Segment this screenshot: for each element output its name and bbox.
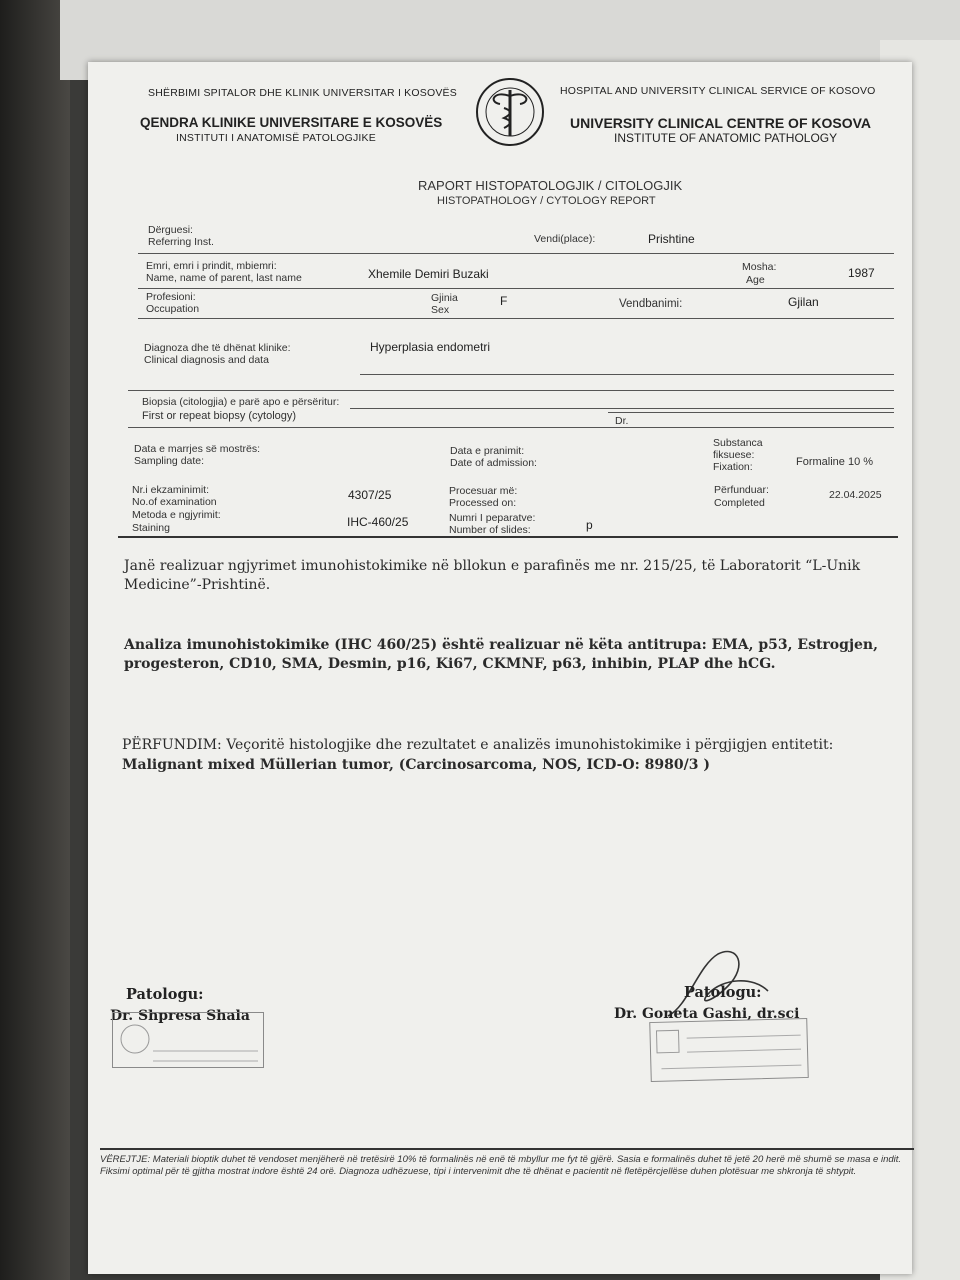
age-label: Mosha: xyxy=(742,261,777,273)
row-divider xyxy=(138,253,894,254)
left-pathologist-name: Dr. Shpresa Shala xyxy=(110,1008,250,1024)
header-right-centre: UNIVERSITY CLINICAL CENTRE OF KOSOVA xyxy=(570,115,872,131)
header-left-service: SHËRBIMI SPITALOR DHE KLINIK UNIVERSITAR I KOSOVËS xyxy=(148,87,457,99)
admission-label: Data e pranimit: xyxy=(450,445,525,457)
diagnosis-label: Diagnoza dhe të dhënat klinike: xyxy=(144,342,291,354)
row-divider xyxy=(138,318,894,319)
name-label-en: Name, name of parent, last name xyxy=(146,272,302,284)
doctor-label: Dr. xyxy=(615,415,629,427)
slides-label: Numri I peparatve: xyxy=(449,512,536,524)
report-paper xyxy=(88,62,912,1274)
hospital-logo-icon xyxy=(474,76,546,148)
place-value: Prishtine xyxy=(648,232,695,246)
exam-label: Nr.i ekzaminimit: xyxy=(132,484,210,496)
occupation-label: Profesioni: xyxy=(146,291,196,303)
row-divider xyxy=(128,390,894,391)
paragraph-blocks: Janë realizuar ngjyrimet imunohistokimike në bllokun e parafinës me nr. 215/25, të Laboratorit “L-Unik Medicine”-Prishtinë. xyxy=(124,558,861,593)
biopsy-label: Biopsia (citologjia) e parë apo e përsëritur: xyxy=(142,396,340,408)
row-divider xyxy=(138,288,894,289)
fixation-value: Formaline 10 % xyxy=(796,456,874,468)
diagnosis-value: Hyperplasia endometri xyxy=(370,340,491,354)
slides-value: p xyxy=(586,518,593,532)
residence-value: Gjilan xyxy=(788,295,819,309)
completed-label: Përfunduar: xyxy=(714,484,769,496)
right-pathologist-title: Patologu: xyxy=(684,984,762,1001)
left-stamp-icon xyxy=(112,1012,264,1068)
right-pathologist-name: Dr. Goneta Gashi, dr.sci xyxy=(614,1006,800,1022)
header-left-institute: INSTITUTI I ANATOMISË PATOLOGJIKE xyxy=(176,132,376,144)
residence-label: Vendbanimi: xyxy=(619,298,683,310)
right-stamp-icon xyxy=(649,1018,809,1082)
sampling-label-en: Sampling date: xyxy=(134,455,205,467)
occupation-label-en: Occupation xyxy=(146,303,200,315)
conclusion-intro: PËRFUNDIM: Veçoritë histologjike dhe rezultatet e analizës imunohistokimike i përgjigjen entitetit: xyxy=(122,737,834,753)
report-subtitle: HISTOPATHOLOGY / CYTOLOGY REPORT xyxy=(437,195,656,207)
left-pathologist-title: Patologu: xyxy=(126,986,204,1003)
paragraph-ihc: Analiza imunohistokimike (IHC 460/25) është realizuar në këta antitrupa: EMA, p53, Estrogjen, progesteron, CD10, SMA, Desmin, p16, Ki67, CKMNF, p63, inhibin, PLAP dhe hCG. xyxy=(124,637,878,672)
age-label-en: Age xyxy=(746,274,765,286)
header-left-centre: QENDRA KLINIKE UNIVERSITARE E KOSOVËS xyxy=(140,115,443,130)
staining-value: IHC-460/25 xyxy=(347,515,409,529)
slides-label-en: Number of slides: xyxy=(449,524,531,536)
name-value: Xhemile Demiri Buzaki xyxy=(368,267,489,281)
completed-label-en: Completed xyxy=(714,497,765,509)
sampling-label: Data e marrjes së mostrës: xyxy=(134,443,261,455)
name-label: Emri, emri i prindit, mbiemri: xyxy=(146,260,277,272)
footer-line xyxy=(100,1148,914,1150)
diagnosis-line xyxy=(360,374,894,375)
row-divider xyxy=(128,427,894,428)
referring-label: Dërguesi: xyxy=(148,224,193,236)
header-right-institute: INSTITUTE OF ANATOMIC PATHOLOGY xyxy=(614,131,838,145)
footer-note: VËREJTJE: Materiali bioptik duhet të vendoset menjëherë në tretësirë 10% të formalinës në enë të mbyllur me fyt të gjërë. Sasia e formalinës duhet të jetë 20 herë më shumë se masa e indit. Fiksimi optimal për të gjitha mostrat indore është 24 orë. Diagnoza udhëzuese, tipi i intervenimit dhe të dhënat e pacientit në fletëpërcjellëse duhen plotësuar me shkronja të shtypit. xyxy=(100,1154,902,1177)
diagnosis-label-en: Clinical diagnosis and data xyxy=(144,354,269,366)
header-right-service: HOSPITAL AND UNIVERSITY CLINICAL SERVICE OF KOSOVO xyxy=(560,85,876,97)
referring-label-en: Referring Inst. xyxy=(148,236,214,248)
biopsy-line xyxy=(350,408,894,409)
age-value: 1987 xyxy=(848,266,875,280)
report-title: RAPORT HISTOPATOLOGJIK / CITOLOGJIK xyxy=(418,178,683,193)
doctor-line xyxy=(608,412,894,413)
processed-label-en: Processed on: xyxy=(449,497,517,509)
sex-label: Gjinia xyxy=(431,292,458,304)
exam-label-en: No.of examination xyxy=(132,496,217,508)
processed-label: Procesuar më: xyxy=(449,485,518,497)
staining-label-en: Staining xyxy=(132,522,170,534)
admission-label-en: Date of admission: xyxy=(450,457,537,469)
place-label: Vendi(place): xyxy=(534,233,596,245)
background-left xyxy=(0,0,70,1280)
sex-value: F xyxy=(500,294,508,308)
biopsy-label-en: First or repeat biopsy (cytology) xyxy=(142,410,297,422)
fixation-label-2: fiksuese: xyxy=(713,449,755,461)
staining-label: Metoda e ngjyrimit: xyxy=(132,509,221,521)
fixation-label-1: Substanca xyxy=(713,437,763,449)
table-bottom-line xyxy=(118,536,898,538)
completed-value: 22.04.2025 xyxy=(829,489,882,501)
fixation-label-en: Fixation: xyxy=(713,461,753,473)
exam-value: 4307/25 xyxy=(348,488,392,502)
conclusion-result: Malignant mixed Müllerian tumor, (Carcinosarcoma, NOS, ICD-O: 8980/3 ) xyxy=(122,757,710,773)
sex-label-en: Sex xyxy=(431,304,450,316)
